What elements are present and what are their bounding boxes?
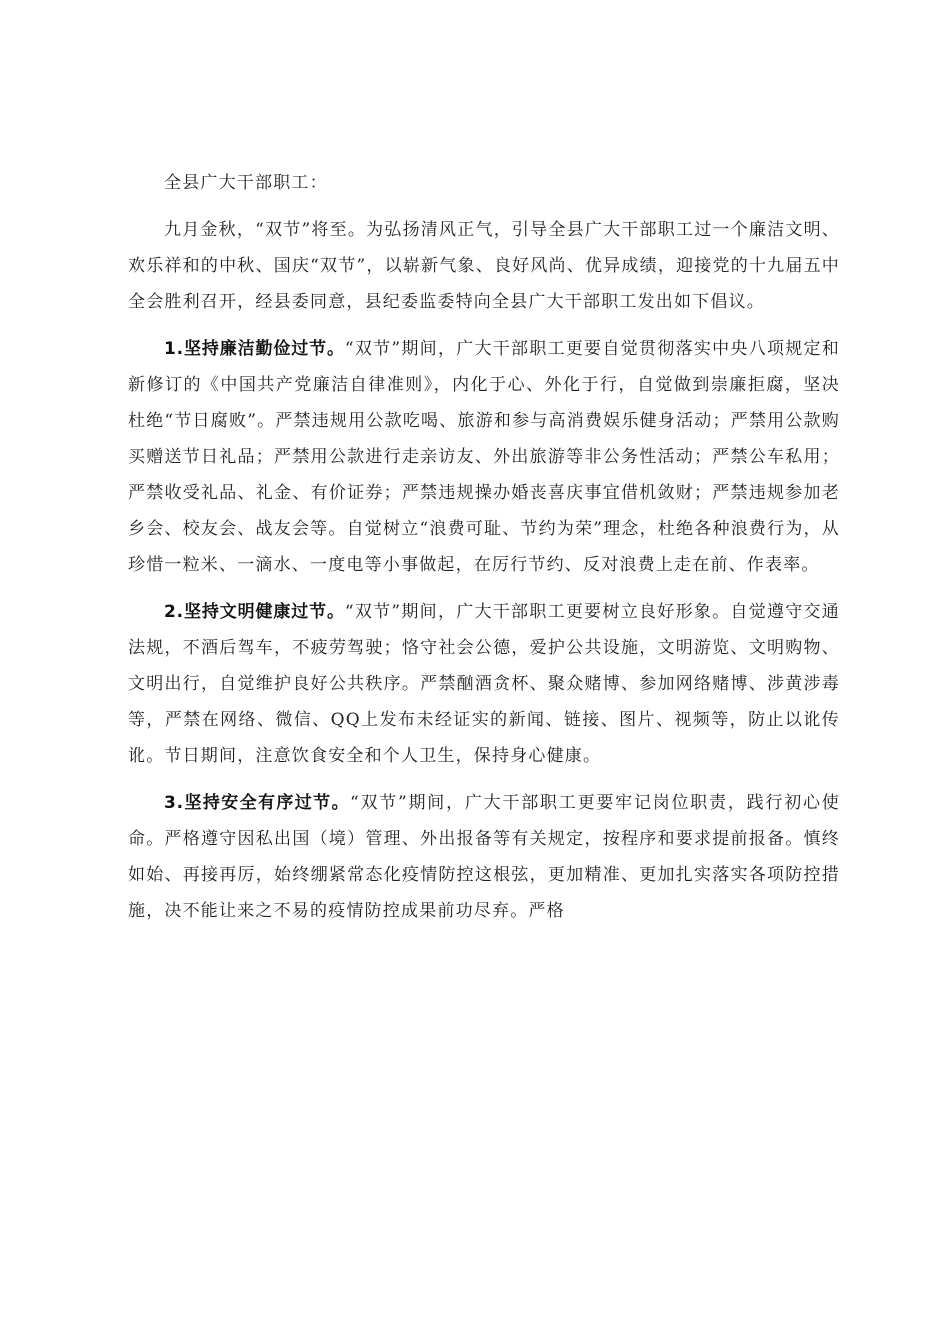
section-paragraph-2 [128,594,840,774]
section-body-2: “双节”期间，广大干部职工更要树立良好形象。自觉遵守交通法规，不酒后驾车，不疲劳驾驶；恪守社会公德，爱护公共设施，文明游览、文明购物、文明出行，自觉维护良好公共秩序。严禁酗酒贪杯、聚众赌博、参加网络赌博、涉黄涉毒等，严禁在网络、微信、QQ上发布未经证实的新闻、链接、图片、视频等，防止以讹传讹。节日期间，注意饮食安全和个人卫生，保持身心健康。 [128,602,841,766]
section-heading-1: 1.坚持廉洁勤俭过节。 [164,339,345,359]
section-body-3: “双节”期间，广大干部职工更要牢记岗位职责，践行初心使命。严格遵守因私出国（境）管理、外出报备等有关规定，按程序和要求提前报备。慎终如始、再接再厉，始终绷紧常态化疫情防控这根弦，更加精准、更加扎实落实各项防控措施，决不能让来之不易的疫情防控成果前功尽弃。严格 [128,793,841,921]
section-body-1: “双节”期间，广大干部职工更要自觉贯彻落实中央八项规定和新修订的《中国共产党廉洁自律准则》，内化于心、外化于行，自觉做到崇廉拒腐，坚决杜绝“节日腐败”。严禁违规用公款吃喝、旅游和参与高消费娱乐健身活动；严禁用公款购买赠送节日礼品；严禁用公款进行走亲访友、外出旅游等非公务性活动；严禁公车私用；严禁收受礼品、礼金、有价证券；严禁违规操办婚丧喜庆事宜借机敛财；严禁违规参加老乡会、校友会、战友会等。自觉树立“浪费可耻、节约为荣”理念，杜绝各种浪费行为，从珍惜一粒米、一滴水、一度电等小事做起，在厉行节约、反对浪费上走在前、作表率。 [128,339,841,575]
section-paragraph-3 [128,785,840,929]
intro-paragraph: 九月金秋，“双节”将至。为弘扬清风正气，引导全县广大干部职工过一个廉洁文明、欢乐祥和的中秋、国庆“双节”，以崭新气象、良好风尚、优异成绩，迎接党的十九届五中全会胜利召开，经县委同意，县纪委监委特向全县广大干部职工发出如下倡议。 [128,220,840,312]
document-body [128,165,840,940]
section-heading-2: 2.坚持文明健康过节。 [164,602,345,622]
salutation: 全县广大干部职工： [164,173,328,193]
section-heading-3: 3.坚持安全有序过节。 [164,793,350,813]
section-paragraph-1 [128,331,840,583]
